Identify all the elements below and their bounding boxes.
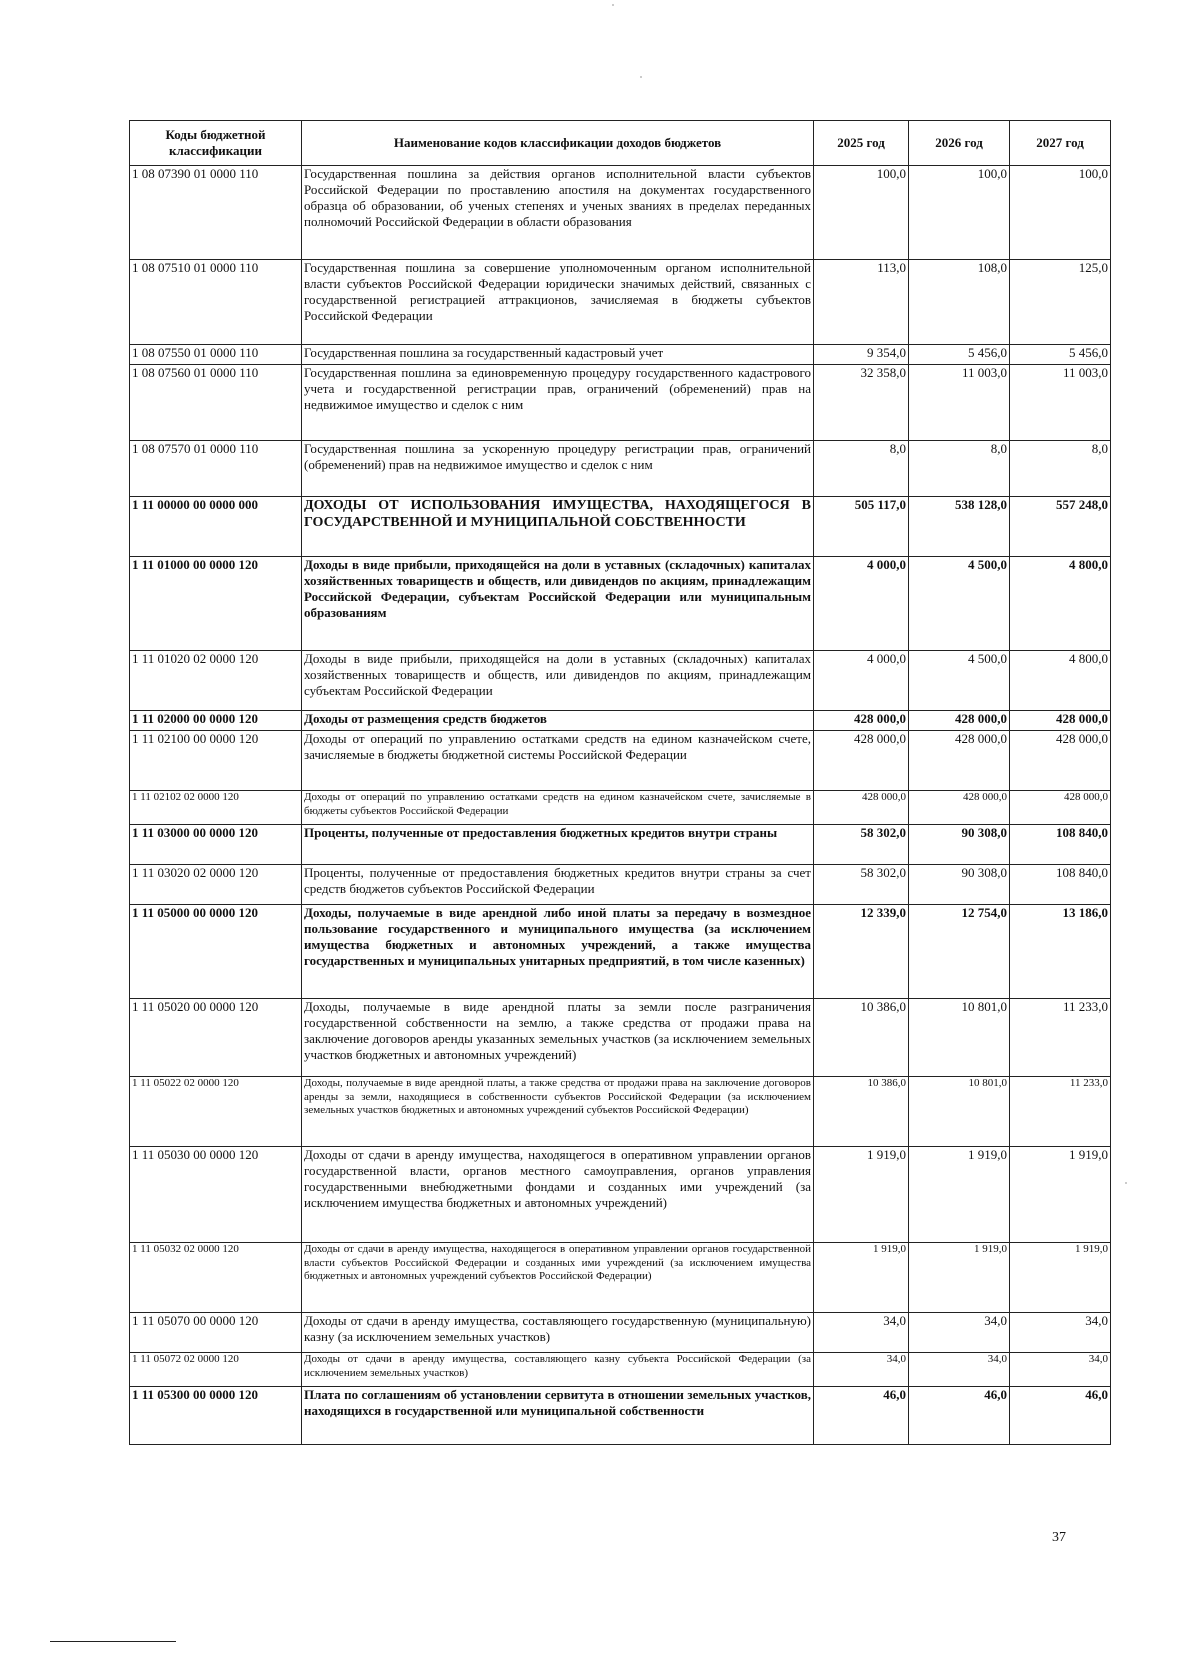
- row-value-2026: 428 000,0: [909, 791, 1010, 825]
- header-year-2027: 2027 год: [1010, 121, 1111, 166]
- row-value-2025: 12 339,0: [814, 905, 909, 999]
- header-year-2025: 2025 год: [814, 121, 909, 166]
- row-name: Доходы от размещения средств бюджетов: [302, 711, 814, 731]
- row-value-2025: 46,0: [814, 1387, 909, 1445]
- row-value-2025: 113,0: [814, 260, 909, 345]
- row-value-2027: 4 800,0: [1010, 557, 1111, 651]
- row-value-2025: 428 000,0: [814, 711, 909, 731]
- table-row: [130, 166, 1111, 260]
- scan-speck: [1125, 1182, 1127, 1184]
- row-value-2027: 46,0: [1010, 1387, 1111, 1445]
- row-value-2026: 34,0: [909, 1353, 1010, 1387]
- row-value-2025: 4 000,0: [814, 651, 909, 711]
- row-name: Доходы от сдачи в аренду имущества, составляющего государственную (муниципальную) казну (за исключением земельных участков): [302, 1313, 814, 1353]
- row-value-2025: 58 302,0: [814, 825, 909, 865]
- row-value-2027: 125,0: [1010, 260, 1111, 345]
- row-name: Государственная пошлина за совершение уполномоченным органом исполнительной власти субъектов Российской Федерации юридически значимых действий, связанных с государственной регистрацией аттракционов, зачисляемая в бюджеты субъектов Российской Федерации: [302, 260, 814, 345]
- row-value-2027: 1 919,0: [1010, 1147, 1111, 1243]
- row-value-2027: 34,0: [1010, 1313, 1111, 1353]
- row-value-2026: 4 500,0: [909, 557, 1010, 651]
- table-row: [130, 365, 1111, 441]
- table-row: [130, 865, 1111, 905]
- row-name: Проценты, полученные от предоставления бюджетных кредитов внутри страны: [302, 825, 814, 865]
- row-value-2026: 11 003,0: [909, 365, 1010, 441]
- row-code: 1 11 05072 02 0000 120: [130, 1353, 302, 1387]
- row-value-2027: 13 186,0: [1010, 905, 1111, 999]
- row-value-2026: 428 000,0: [909, 711, 1010, 731]
- row-name: Доходы, получаемые в виде арендной платы за земли после разграничения государственной собственности на землю, а также средства от продажи права на заключение договоров аренды указанных земельных участков (за исключением земельных участков бюджетных и автономных учреждений): [302, 999, 814, 1077]
- row-name: ДОХОДЫ ОТ ИСПОЛЬЗОВАНИЯ ИМУЩЕСТВА, НАХОДЯЩЕГОСЯ В ГОСУДАРСТВЕННОЙ И МУНИЦИПАЛЬНОЙ СОБСТВЕННОСТИ: [302, 497, 814, 557]
- row-name: Доходы, получаемые в виде арендной либо иной платы за передачу в возмездное пользование государственного и муниципального имущества (за исключением имущества бюджетных и автономных учреждений, а также имущества государственных и муниципальных унитарных предприятий, в том числе казенных): [302, 905, 814, 999]
- row-value-2027: 100,0: [1010, 166, 1111, 260]
- row-name: Доходы в виде прибыли, приходящейся на доли в уставных (складочных) капиталах хозяйственных товариществ и обществ, или дивидендов по акциям, принадлежащим субъектам Российской Федерации: [302, 651, 814, 711]
- table-row: [130, 1353, 1111, 1387]
- table-row-subtotal: [130, 557, 1111, 651]
- row-value-2026: 4 500,0: [909, 651, 1010, 711]
- table-row: [130, 791, 1111, 825]
- row-value-2025: 10 386,0: [814, 999, 909, 1077]
- row-value-2026: 46,0: [909, 1387, 1010, 1445]
- row-value-2025: 8,0: [814, 441, 909, 497]
- row-code: 1 11 05000 00 0000 120: [130, 905, 302, 999]
- row-value-2026: 90 308,0: [909, 825, 1010, 865]
- row-value-2026: 538 128,0: [909, 497, 1010, 557]
- row-value-2027: 11 233,0: [1010, 1077, 1111, 1147]
- footnote-separator-line: [50, 1641, 176, 1642]
- row-code: 1 08 07560 01 0000 110: [130, 365, 302, 441]
- row-value-2025: 428 000,0: [814, 791, 909, 825]
- row-value-2025: 34,0: [814, 1313, 909, 1353]
- row-value-2027: 34,0: [1010, 1353, 1111, 1387]
- row-name: Проценты, полученные от предоставления бюджетных кредитов внутри страны за счет средств бюджетов субъектов Российской Федерации: [302, 865, 814, 905]
- page-number: 37: [1052, 1530, 1066, 1545]
- row-value-2027: 1 919,0: [1010, 1243, 1111, 1313]
- table-header-row: [130, 121, 1111, 166]
- row-value-2026: 8,0: [909, 441, 1010, 497]
- header-name: Наименование кодов классификации доходов бюджетов: [302, 121, 814, 166]
- row-value-2027: 557 248,0: [1010, 497, 1111, 557]
- row-value-2027: 11 233,0: [1010, 999, 1111, 1077]
- row-value-2027: 428 000,0: [1010, 791, 1111, 825]
- table-row-subtotal: [130, 1387, 1111, 1445]
- row-value-2025: 1 919,0: [814, 1147, 909, 1243]
- row-value-2027: 5 456,0: [1010, 345, 1111, 365]
- row-value-2025: 505 117,0: [814, 497, 909, 557]
- row-value-2026: 1 919,0: [909, 1147, 1010, 1243]
- table-row: [130, 1077, 1111, 1147]
- table-row: [130, 999, 1111, 1077]
- row-value-2025: 34,0: [814, 1353, 909, 1387]
- row-value-2027: 108 840,0: [1010, 825, 1111, 865]
- row-value-2026: 5 456,0: [909, 345, 1010, 365]
- row-name: Плата по соглашениям об установлении сервитута в отношении земельных участков, находящихся в государственной или муниципальной собственности: [302, 1387, 814, 1445]
- row-code: 1 11 05022 02 0000 120: [130, 1077, 302, 1147]
- row-value-2026: 10 801,0: [909, 999, 1010, 1077]
- revenue-classification-table: [129, 120, 1111, 1445]
- row-code: 1 08 07550 01 0000 110: [130, 345, 302, 365]
- row-code: 1 11 05030 00 0000 120: [130, 1147, 302, 1243]
- row-value-2026: 100,0: [909, 166, 1010, 260]
- row-name: Доходы от операций по управлению остатками средств на едином казначейском счете, зачисляемые в бюджеты субъектов Российской Федерации: [302, 791, 814, 825]
- row-value-2026: 108,0: [909, 260, 1010, 345]
- row-code: 1 11 01000 00 0000 120: [130, 557, 302, 651]
- row-name: Государственная пошлина за единовременную процедуру государственного кадастрового учета и государственной регистрации прав, ограничений (обременений) прав на недвижимое имущество и сделок с ним: [302, 365, 814, 441]
- row-name: Государственная пошлина за ускоренную процедуру регистрации прав, ограничений (обременений) прав на недвижимое имущество и сделок с ним: [302, 441, 814, 497]
- row-code: 1 11 05300 00 0000 120: [130, 1387, 302, 1445]
- row-code: 1 11 05070 00 0000 120: [130, 1313, 302, 1353]
- row-value-2025: 32 358,0: [814, 365, 909, 441]
- table-row-subtotal: [130, 905, 1111, 999]
- row-value-2026: 12 754,0: [909, 905, 1010, 999]
- scan-speck: [640, 76, 642, 78]
- row-value-2026: 1 919,0: [909, 1243, 1010, 1313]
- row-value-2026: 90 308,0: [909, 865, 1010, 905]
- row-code: 1 08 07510 01 0000 110: [130, 260, 302, 345]
- row-value-2025: 4 000,0: [814, 557, 909, 651]
- row-value-2027: 428 000,0: [1010, 731, 1111, 791]
- row-value-2027: 428 000,0: [1010, 711, 1111, 731]
- row-name: Доходы от сдачи в аренду имущества, находящегося в оперативном управлении органов государственной власти субъектов Российской Федерации и созданных ими учреждений (за исключением имущества бюджетных и автономных учреждений субъектов Российской Федерации): [302, 1243, 814, 1313]
- row-name: Государственная пошлина за действия органов исполнительной власти субъектов Российской Федерации по проставлению апостиля на документах государственного образца об образовании, об ученых степенях и ученых званиях в пределах переданных полномочий Российской Федерации в области образования: [302, 166, 814, 260]
- row-code: 1 11 03000 00 0000 120: [130, 825, 302, 865]
- table-row: [130, 1147, 1111, 1243]
- row-value-2027: 8,0: [1010, 441, 1111, 497]
- table-row-subtotal: [130, 711, 1111, 731]
- budget-table-container: [129, 120, 1110, 1445]
- row-name: Доходы, получаемые в виде арендной платы, а также средства от продажи права на заключение договоров аренды за земли, находящиеся в собственности субъектов Российской Федерации (за исключением земельных участков бюджетных и автономных учреждений субъектов Российской Федерации): [302, 1077, 814, 1147]
- row-value-2025: 9 354,0: [814, 345, 909, 365]
- row-name: Доходы от сдачи в аренду имущества, составляющего казну субъекта Российской Федерации (за исключением земельных участков): [302, 1353, 814, 1387]
- row-code: 1 11 03020 02 0000 120: [130, 865, 302, 905]
- row-code: 1 11 05020 00 0000 120: [130, 999, 302, 1077]
- row-value-2026: 428 000,0: [909, 731, 1010, 791]
- row-name: Государственная пошлина за государственный кадастровый учет: [302, 345, 814, 365]
- row-code: 1 08 07390 01 0000 110: [130, 166, 302, 260]
- row-value-2025: 1 919,0: [814, 1243, 909, 1313]
- row-code: 1 08 07570 01 0000 110: [130, 441, 302, 497]
- row-value-2027: 4 800,0: [1010, 651, 1111, 711]
- row-value-2027: 108 840,0: [1010, 865, 1111, 905]
- row-code: 1 11 01020 02 0000 120: [130, 651, 302, 711]
- row-code: 1 11 00000 00 0000 000: [130, 497, 302, 557]
- table-row: [130, 651, 1111, 711]
- header-code: Коды бюджетной классификации: [130, 121, 302, 166]
- row-code: 1 11 02000 00 0000 120: [130, 711, 302, 731]
- row-value-2026: 34,0: [909, 1313, 1010, 1353]
- table-row: [130, 441, 1111, 497]
- table-row: [130, 1313, 1111, 1353]
- table-row-section: [130, 497, 1111, 557]
- row-value-2027: 11 003,0: [1010, 365, 1111, 441]
- row-code: 1 11 02102 02 0000 120: [130, 791, 302, 825]
- table-row: [130, 731, 1111, 791]
- row-value-2025: 428 000,0: [814, 731, 909, 791]
- row-value-2025: 100,0: [814, 166, 909, 260]
- scan-speck: [612, 4, 614, 6]
- header-year-2026: 2026 год: [909, 121, 1010, 166]
- row-value-2025: 58 302,0: [814, 865, 909, 905]
- row-code: 1 11 02100 00 0000 120: [130, 731, 302, 791]
- table-row: [130, 1243, 1111, 1313]
- row-name: Доходы в виде прибыли, приходящейся на доли в уставных (складочных) капиталах хозяйственных товариществ и обществ, или дивидендов по акциям, принадлежащим Российской Федерации, субъектам Российской Федерации или муниципальным образованиям: [302, 557, 814, 651]
- table-row: [130, 345, 1111, 365]
- table-row: [130, 260, 1111, 345]
- table-row-subtotal: [130, 825, 1111, 865]
- row-code: 1 11 05032 02 0000 120: [130, 1243, 302, 1313]
- row-value-2025: 10 386,0: [814, 1077, 909, 1147]
- row-name: Доходы от сдачи в аренду имущества, находящегося в оперативном управлении органов государственной власти, органов местного самоуправления, органов управления государственными внебюджетными фондами и созданных ими учреждений (за исключением имущества бюджетных и автономных учреждений): [302, 1147, 814, 1243]
- row-name: Доходы от операций по управлению остатками средств на едином казначейском счете, зачисляемые в бюджеты бюджетной системы Российской Федерации: [302, 731, 814, 791]
- row-value-2026: 10 801,0: [909, 1077, 1010, 1147]
